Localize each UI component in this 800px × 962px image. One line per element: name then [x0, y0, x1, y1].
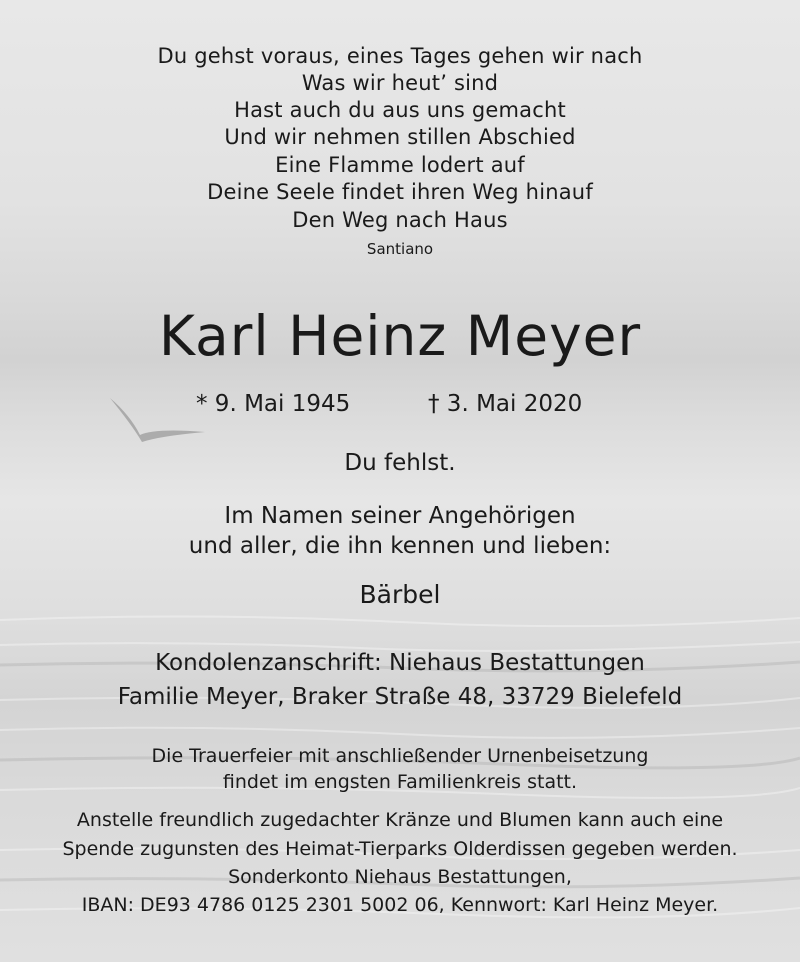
donation-line-2: Spende zugunsten des Heimat-Tierparks Olderdissen gegeben werden.	[62, 838, 738, 860]
poem-line-5: Eine Flamme lodert auf	[275, 153, 525, 177]
message: Du fehlst.	[344, 450, 456, 476]
ceremony-line-2: findet im engsten Familienkreis statt.	[222, 771, 578, 793]
poem-line-2: Was wir heut’ sind	[301, 71, 499, 95]
poem-line-3: Hast auch du aus uns gemacht	[234, 98, 566, 122]
poem-line-4: Und wir nehmen stillen Abschied	[224, 125, 576, 149]
poem-line-6: Deine Seele findet ihren Weg hinauf	[207, 180, 593, 204]
poem-attribution: Santiano	[366, 240, 434, 258]
donation-line-3: Sonderkonto Niehaus Bestattungen,	[228, 866, 572, 888]
poem-line-1: Du gehst voraus, eines Tages gehen wir nach	[157, 44, 643, 68]
death-date: † 3. Mai 2020	[428, 391, 583, 417]
deceased-name: Karl Heinz Meyer	[158, 304, 642, 368]
condolence-line-2: Familie Meyer, Braker Straße 48, 33729 Bielefeld	[117, 684, 683, 710]
seagull-icon	[110, 398, 205, 442]
donation-line-1: Anstelle freundlich zugedachter Kränze und Blumen kann auch eine	[76, 809, 724, 831]
birth-date: * 9. Mai 1945	[196, 391, 351, 417]
mourners-line-2: und aller, die ihn kennen und lieben:	[188, 533, 612, 559]
condolence-line-1: Kondolenzanschrift: Niehaus Bestattungen	[155, 650, 645, 676]
donation-line-4: IBAN: DE93 4786 0125 2301 5002 06, Kennwort: Karl Heinz Meyer.	[81, 894, 719, 916]
mourner-name: Bärbel	[359, 580, 441, 609]
mourners-line-1: Im Namen seiner Angehörigen	[224, 503, 576, 529]
poem-line-7: Den Weg nach Haus	[292, 208, 508, 232]
ceremony-line-1: Die Trauerfeier mit anschließender Urnenbeisetzung	[151, 745, 649, 767]
